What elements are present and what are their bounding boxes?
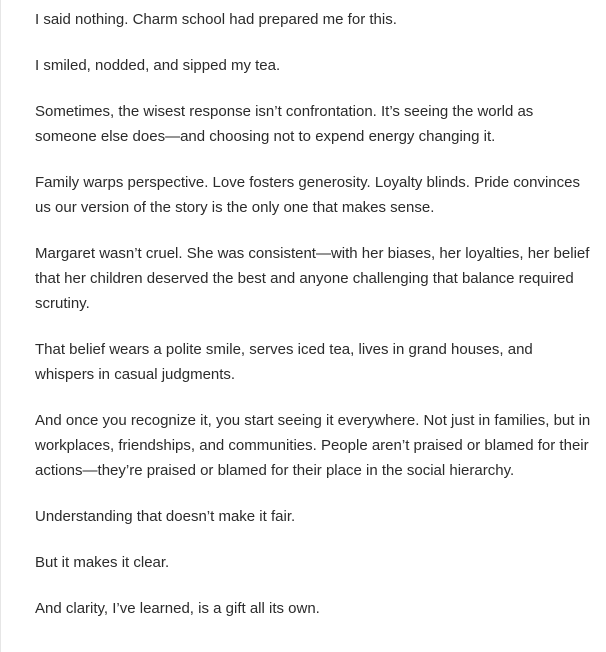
paragraph-4: Family warps perspective. Love fosters generosity. Loyalty blinds. Pride convinces us our version of the story is the only one that makes sense. (35, 174, 580, 216)
paragraph-2: I smiled, nodded, and sipped my tea. (35, 57, 281, 74)
paragraph-8: Understanding that doesn’t make it fair. (35, 508, 296, 525)
paragraph-9: But it makes it clear. (35, 554, 170, 571)
article-body (35, 0, 595, 642)
paragraph-6: That belief wears a polite smile, serves iced tea, lives in grand houses, and whispers in casual judgments. (35, 341, 533, 383)
paragraph-10: And clarity, I’ve learned, is a gift all its own. (35, 600, 320, 617)
left-border (0, 0, 1, 652)
paragraph-5: Margaret wasn’t cruel. She was consistent—with her biases, her loyalties, her belief that her children deserved the best and anyone challenging that balance required scrutiny. (35, 245, 590, 312)
paragraph-3: Sometimes, the wisest response isn’t confrontation. It’s seeing the world as someone else does—and choosing not to expend energy changing it. (35, 103, 534, 145)
paragraph-7: And once you recognize it, you start seeing it everywhere. Not just in families, but in workplaces, friendships, and communities. People aren’t praised or blamed for their actions—they’re praised or blamed for their place in the social hierarchy. (35, 412, 591, 479)
paragraph-1: I said nothing. Charm school had prepared me for this. (35, 11, 397, 28)
